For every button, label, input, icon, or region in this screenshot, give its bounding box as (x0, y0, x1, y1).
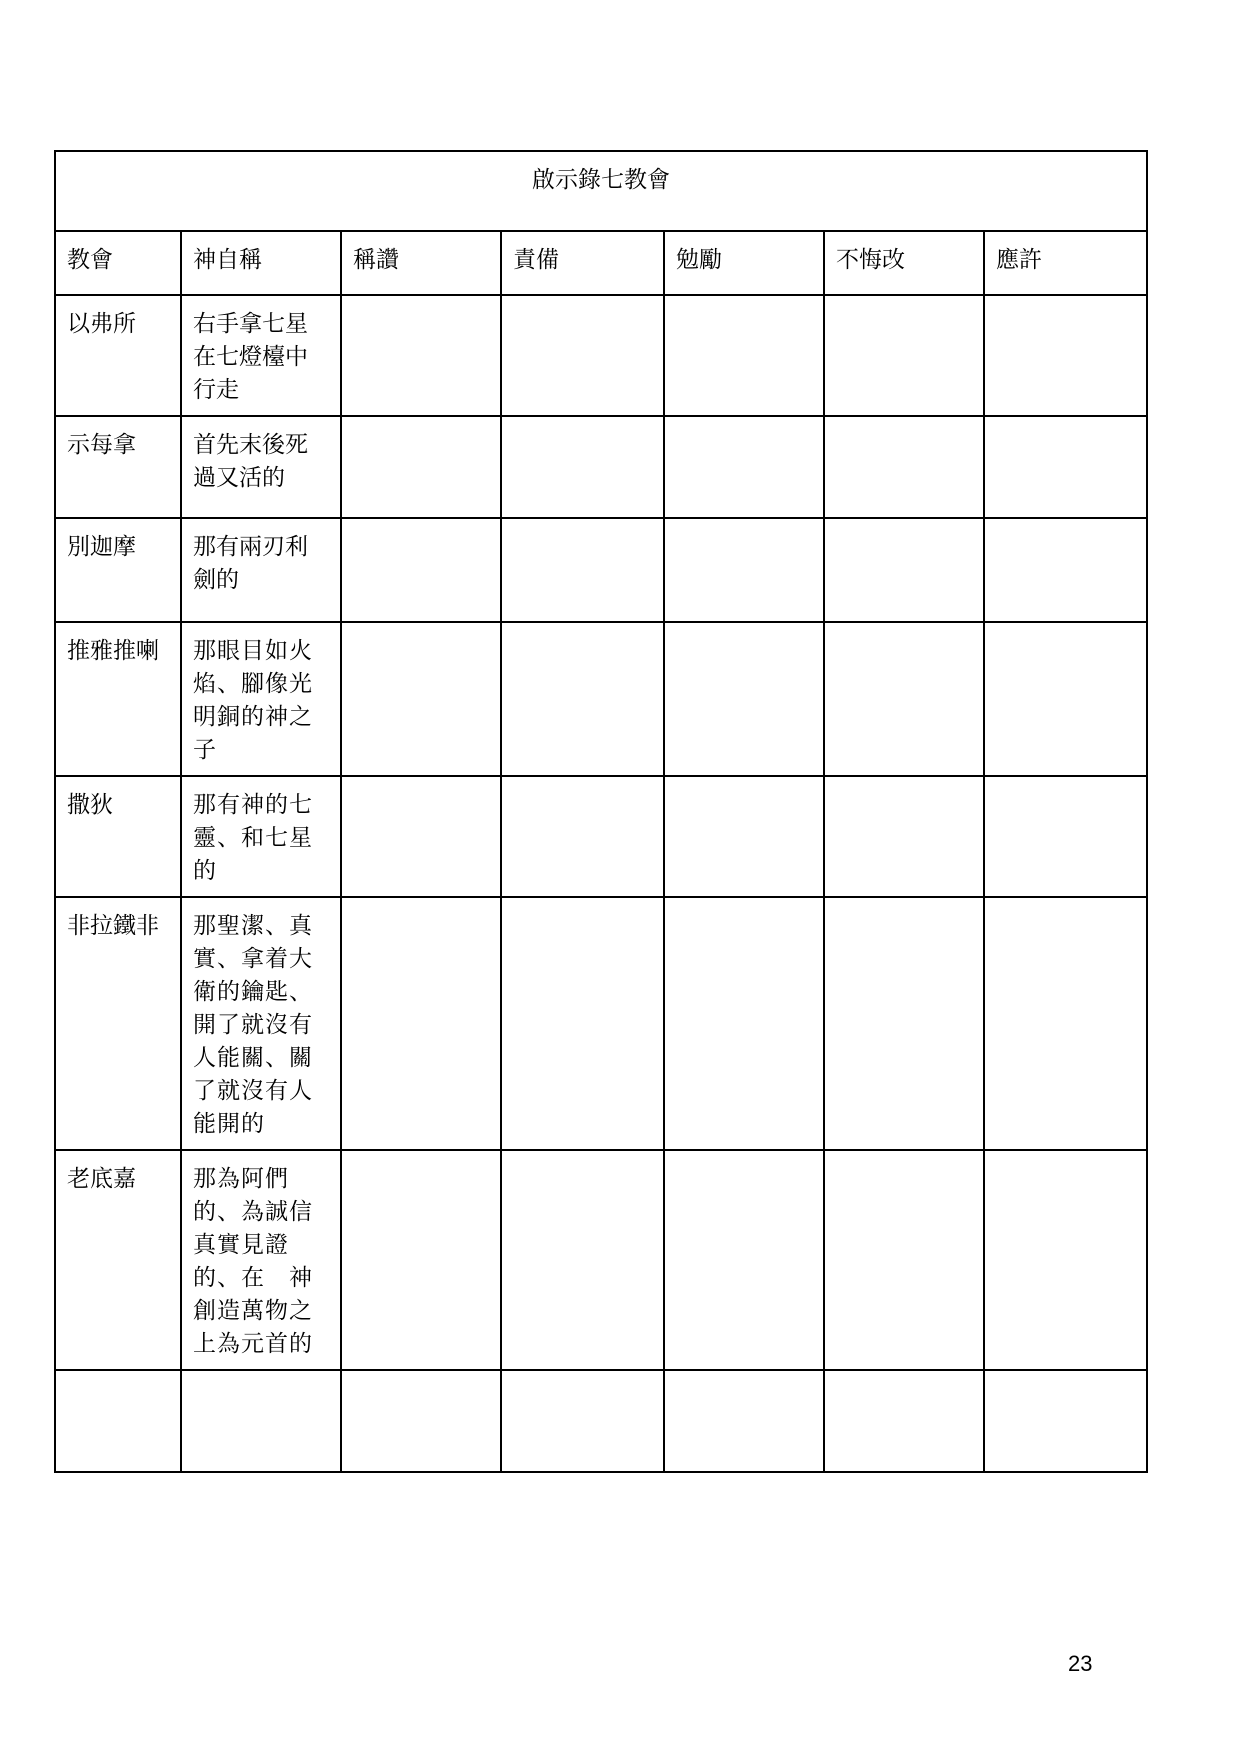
empty-cell (341, 776, 501, 897)
empty-cell (501, 295, 664, 416)
empty-cell (501, 1370, 664, 1472)
table-body (55, 295, 1147, 1472)
self-title-cell (181, 1370, 341, 1472)
church-name-cell: 撒狄 (55, 776, 181, 897)
church-name-cell: 以弗所 (55, 295, 181, 416)
page-number: 23 (1068, 1651, 1093, 1676)
table-header-row (55, 231, 1147, 295)
empty-cell (501, 1150, 664, 1370)
seven-churches-table (54, 150, 1148, 1473)
empty-cell (824, 776, 984, 897)
empty-cell (664, 295, 824, 416)
self-title-cell: 那眼目如火焰、腳像光明銅的神之子 (181, 622, 341, 776)
empty-cell (501, 622, 664, 776)
church-name-cell: 推雅推喇 (55, 622, 181, 776)
table-row (55, 416, 1147, 518)
empty-cell (664, 416, 824, 518)
self-title-cell: 那為阿們的、為誠信真實見證的、在 神創造萬物之上為元首的 (181, 1150, 341, 1370)
self-title-cell: 首先末後死過又活的 (181, 416, 341, 518)
empty-cell (341, 416, 501, 518)
empty-cell (664, 776, 824, 897)
empty-cell (664, 622, 824, 776)
church-name-cell: 非拉鐵非 (55, 897, 181, 1150)
empty-cell (501, 416, 664, 518)
empty-cell (664, 1150, 824, 1370)
empty-cell (341, 1370, 501, 1472)
self-title-cell: 右手拿七星在七燈檯中行走 (181, 295, 341, 416)
empty-cell (824, 1370, 984, 1472)
empty-cell (984, 1150, 1147, 1370)
empty-cell (341, 295, 501, 416)
table-row (55, 897, 1147, 1150)
empty-cell (341, 622, 501, 776)
empty-cell (501, 776, 664, 897)
empty-cell (984, 776, 1147, 897)
self-title-cell: 那聖潔、真實、拿着大衛的鑰匙、開了就沒有人能關、關了就沒有人能開的 (181, 897, 341, 1150)
empty-cell (824, 295, 984, 416)
empty-cell (984, 622, 1147, 776)
empty-cell (501, 518, 664, 622)
empty-cell (824, 416, 984, 518)
table-title: 啟示錄七教會 (55, 151, 1147, 231)
empty-cell (664, 1370, 824, 1472)
empty-cell (984, 897, 1147, 1150)
empty-cell (984, 295, 1147, 416)
column-header: 稱讚 (341, 231, 501, 295)
empty-cell (824, 518, 984, 622)
empty-cell (824, 1150, 984, 1370)
empty-cell (984, 1370, 1147, 1472)
table-row (55, 1370, 1147, 1472)
table-row (55, 518, 1147, 622)
column-header: 應許 (984, 231, 1147, 295)
self-title-cell: 那有兩刃利劍的 (181, 518, 341, 622)
table-row (55, 622, 1147, 776)
empty-cell (341, 1150, 501, 1370)
empty-cell (984, 518, 1147, 622)
table-row (55, 295, 1147, 416)
table-row (55, 776, 1147, 897)
empty-cell (984, 416, 1147, 518)
column-header: 教會 (55, 231, 181, 295)
self-title-cell: 那有神的七靈、和七星的 (181, 776, 341, 897)
column-header: 勉勵 (664, 231, 824, 295)
church-name-cell: 示每拿 (55, 416, 181, 518)
empty-cell (341, 518, 501, 622)
empty-cell (664, 897, 824, 1150)
column-header: 神自稱 (181, 231, 341, 295)
empty-cell (341, 897, 501, 1150)
church-name-cell: 別迦摩 (55, 518, 181, 622)
empty-cell (824, 897, 984, 1150)
column-header: 責備 (501, 231, 664, 295)
column-header: 不悔改 (824, 231, 984, 295)
empty-cell (664, 518, 824, 622)
church-name-cell (55, 1370, 181, 1472)
table-row (55, 1150, 1147, 1370)
empty-cell (501, 897, 664, 1150)
empty-cell (824, 622, 984, 776)
church-name-cell: 老底嘉 (55, 1150, 181, 1370)
